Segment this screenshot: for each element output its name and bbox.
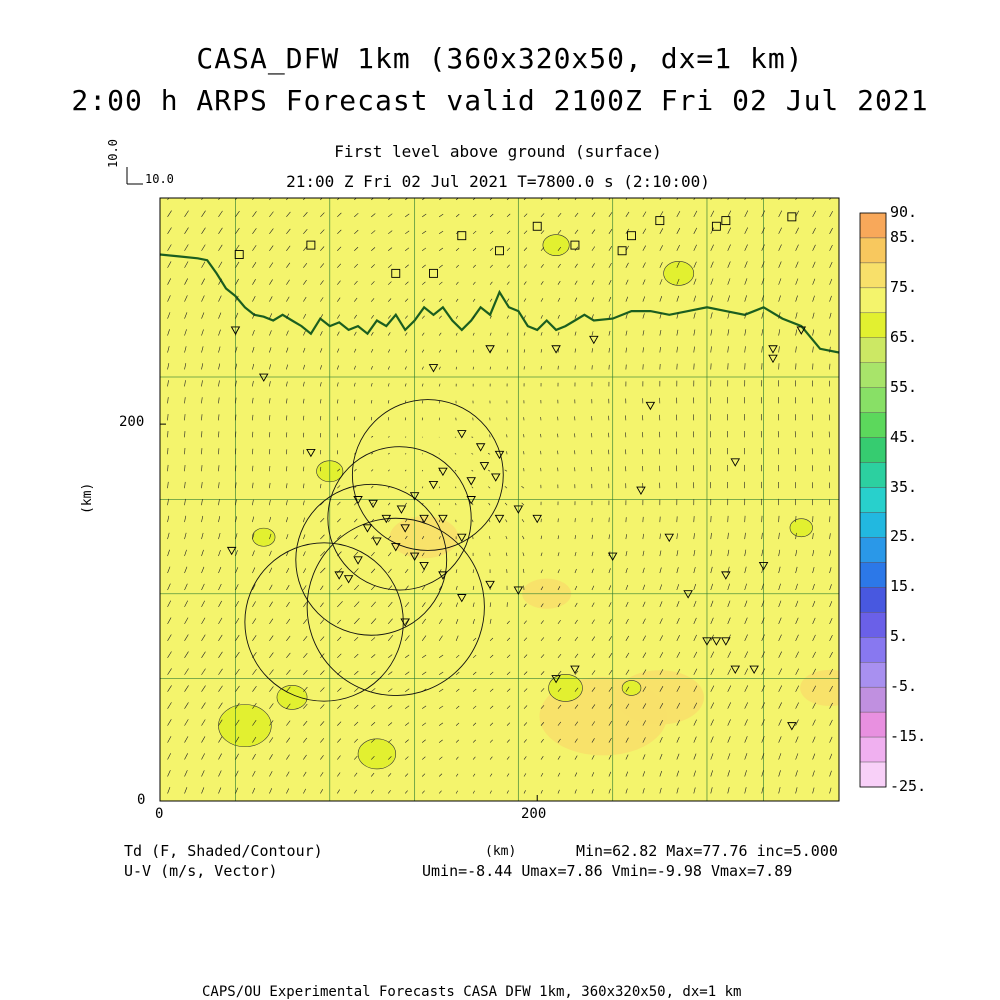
x-tick-200: 200	[521, 806, 547, 822]
y-axis-label: (km)	[80, 482, 95, 514]
colorbar-bin	[860, 537, 886, 562]
chart-title-line1: CASA_DFW 1km (360x320x50, dx=1 km)	[196, 42, 804, 75]
td-patch-high-4	[800, 670, 859, 706]
colorbar-label: -5.	[890, 677, 918, 696]
colorbar-label: 15.	[890, 577, 918, 596]
colorbar-bin	[860, 488, 886, 513]
colorbar-label: 35.	[890, 477, 918, 496]
colorbar-label: 90.	[890, 203, 918, 221]
colorbar-bin	[860, 762, 886, 787]
colorbar-label: 45.	[890, 427, 918, 446]
colorbar-bin	[860, 637, 886, 662]
td-patch-low-1	[218, 705, 271, 747]
colorbar-bin	[860, 463, 886, 488]
vector-key-arrow	[127, 167, 143, 184]
td-patch-low-8	[543, 235, 569, 256]
colorbar-bin	[860, 288, 886, 313]
colorbar-label: -15.	[890, 727, 927, 746]
colorbar-bin	[860, 263, 886, 288]
colorbar-bin	[860, 413, 886, 438]
plot-area	[160, 194, 859, 801]
colorbar-bin	[860, 238, 886, 263]
colorbar-bin	[860, 587, 886, 612]
colorbar-bin	[860, 687, 886, 712]
td-patch-low-9	[622, 680, 641, 695]
colorbar-bin	[860, 512, 886, 537]
colorbar-bin	[860, 737, 886, 762]
colorbar-bin	[860, 338, 886, 363]
footer-x-axis-label: (km)	[485, 844, 517, 859]
colorbar-label: 5.	[890, 627, 909, 646]
chart-subtitle-time: 21:00 Z Fri 02 Jul 2021 T=7800.0 s (2:10:00)	[286, 172, 710, 191]
colorbar-bin	[860, 562, 886, 587]
chart-title-line2: 2:00 h ARPS Forecast valid 2100Z Fri 02 Jul 2021	[71, 84, 929, 117]
footer-field-shaded: Td (F, Shaded/Contour)	[124, 842, 323, 860]
colorbar-bin	[860, 313, 886, 338]
footer-stats-uv: Umin=-8.44 Umax=7.86 Vmin=-9.98 Vmax=7.89	[422, 862, 793, 880]
footer-field-vector: U-V (m/s, Vector)	[124, 862, 278, 880]
colorbar-label: 75.	[890, 277, 918, 296]
colorbar-label: 65.	[890, 327, 918, 346]
colorbar-bin	[860, 363, 886, 388]
colorbar-bin	[860, 662, 886, 687]
vector-key-label: 10.0	[145, 172, 174, 186]
td-patch-low-0	[358, 739, 396, 769]
colorbar-label: 85.	[890, 227, 918, 246]
vector-key-vertical-label: 10.0	[106, 139, 120, 168]
colorbar-label: 25.	[890, 527, 918, 546]
td-patch-low-6	[790, 519, 813, 537]
chart-subtitle-level: First level above ground (surface)	[334, 142, 662, 161]
colorbar-label: 55.	[890, 377, 918, 396]
colorbar	[860, 213, 886, 787]
x-tick-0: 0	[155, 806, 164, 822]
td-patch-low-7	[664, 261, 694, 285]
colorbar-bin	[860, 438, 886, 463]
colorbar-label: -25.	[890, 777, 927, 795]
footer-credit: CAPS/OU Experimental Forecasts CASA DFW 1km, 360x320x50, dx=1 km	[202, 984, 742, 1000]
colorbar-bin	[860, 712, 886, 737]
y-tick-200: 200	[119, 414, 145, 430]
colorbar-bin	[860, 213, 886, 238]
td-patch-low-3	[252, 528, 275, 546]
y-tick-0: 0	[137, 792, 146, 808]
footer-stats-td: Min=62.82 Max=77.76 inc=5.000	[576, 842, 838, 860]
colorbar-bin	[860, 612, 886, 637]
colorbar-bin	[860, 388, 886, 413]
